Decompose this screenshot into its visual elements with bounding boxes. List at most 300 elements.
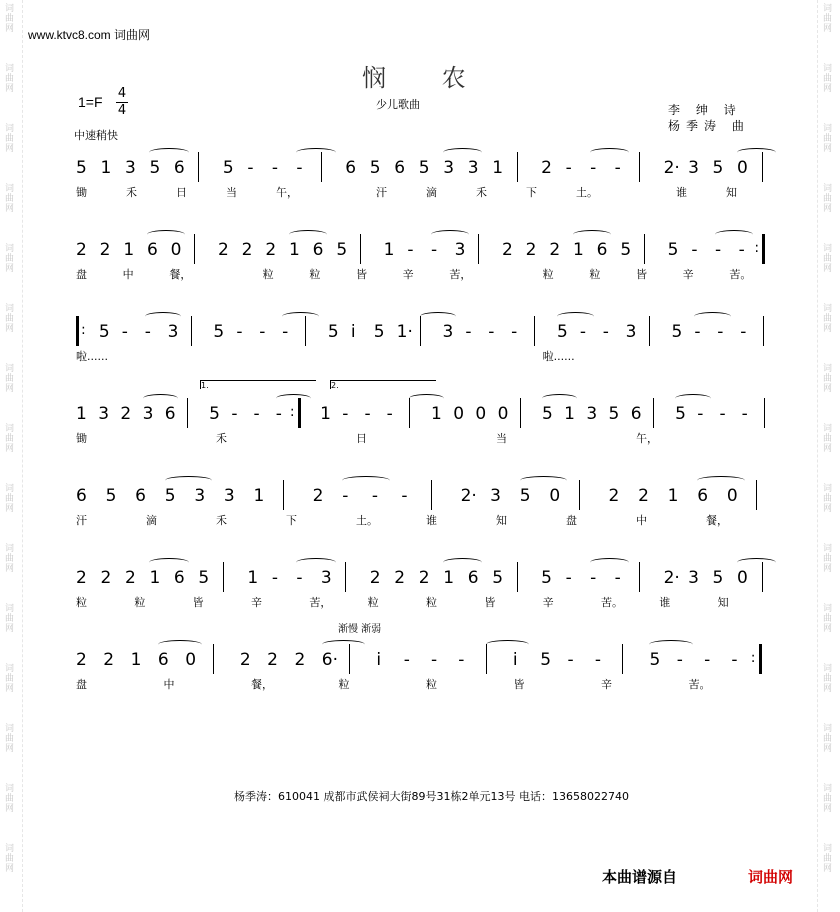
watermark-text: 词 曲 网 (5, 304, 15, 334)
watermark-text: 词 曲 网 (823, 184, 833, 214)
note: 2 (541, 158, 552, 178)
lyric: 粒 (426, 596, 437, 609)
note: 5 (105, 486, 117, 506)
watermark-text: 词 曲 网 (5, 124, 15, 154)
note: 1 (667, 486, 679, 506)
note: - (738, 240, 745, 260)
barline (764, 398, 765, 428)
note: 6 (76, 486, 87, 506)
note: - (144, 322, 151, 342)
lyric: 粒 (262, 268, 274, 281)
note: 5 (541, 568, 552, 588)
lyric: 中 (122, 268, 134, 281)
note: - (465, 322, 472, 342)
note: 3 (625, 322, 637, 342)
source-label: 本曲谱源自 (602, 868, 678, 886)
volta-bracket: 1. (200, 380, 316, 389)
note: - (579, 322, 586, 342)
lyric: 土。 (356, 514, 378, 527)
note: 5 (76, 158, 87, 178)
score-line (60, 568, 790, 628)
note: 1 (123, 240, 135, 260)
note: 2 (608, 486, 620, 506)
note: - (565, 158, 572, 178)
note: 6 (147, 240, 158, 260)
repeat-dots: : (81, 322, 86, 338)
note: 3 (688, 568, 699, 588)
barline (194, 234, 195, 264)
lyric: 粒 (134, 596, 146, 609)
lyric: 下 (286, 514, 297, 527)
repeat-dots: : (750, 650, 756, 666)
note: 2· (663, 158, 680, 178)
lyric: 禾 (476, 186, 487, 199)
volta-bracket: 2. (330, 380, 436, 389)
slur (276, 394, 312, 403)
source-logo[interactable]: 词曲网 (748, 868, 794, 886)
note: - (231, 404, 238, 424)
note: 5 (608, 404, 620, 424)
note: 1 (247, 568, 259, 588)
watermark-text: 词 曲 网 (823, 364, 833, 394)
note: - (403, 650, 410, 670)
note: 2 (369, 568, 381, 588)
barline (478, 234, 479, 264)
subtitle: 少儿歌曲 (376, 98, 420, 111)
slur (715, 230, 753, 239)
note: 0 (170, 240, 182, 260)
note: - (602, 322, 609, 342)
lyric: 锄 (76, 186, 87, 199)
slur (282, 312, 319, 321)
lyric: 粒 (589, 268, 601, 281)
lyric: 辛 (601, 678, 612, 691)
barline (223, 562, 224, 592)
note: 2 (76, 240, 87, 260)
note: 5 (541, 404, 553, 424)
lyric: 苦。 (688, 678, 711, 691)
note: 2 (100, 568, 112, 588)
barline (520, 398, 521, 428)
note: - (431, 240, 438, 260)
note: 6 (157, 650, 169, 670)
note: 5 (556, 322, 568, 342)
note: - (247, 158, 254, 178)
lyric: 辛 (402, 268, 414, 281)
lyric: 知 (726, 186, 737, 199)
watermark-text: 词 曲 网 (5, 784, 15, 814)
credits (668, 102, 750, 134)
note: 5 (336, 240, 348, 260)
key-signature: 1=F (78, 94, 103, 110)
note: 2 (99, 240, 111, 260)
note: - (731, 650, 738, 670)
lyric: 盘 (76, 678, 87, 691)
lyric: 辛 (682, 268, 694, 281)
lyric: 餐， (251, 678, 273, 691)
barline (759, 644, 762, 674)
note: - (458, 650, 465, 670)
watermark-text: 词 曲 网 (823, 304, 833, 334)
note: 1 (289, 240, 300, 260)
note: 5 (149, 158, 161, 178)
lyric: 知 (717, 596, 729, 609)
lyric: 皆 (513, 678, 525, 691)
watermark-text: 词 曲 网 (823, 124, 833, 154)
note: 0 (737, 158, 748, 178)
slur (322, 640, 366, 649)
note: 1 (431, 404, 442, 424)
note: 6 (345, 158, 357, 178)
note: - (567, 650, 574, 670)
lyric: 土。 (576, 186, 598, 199)
barline (191, 316, 192, 346)
lyric: 苦。 (729, 268, 752, 281)
note: 1 (149, 568, 161, 588)
note: 1 (100, 158, 112, 178)
note: 6· (321, 650, 338, 670)
note: 3 (443, 158, 455, 178)
note: 6 (394, 158, 406, 178)
note: 0 (475, 404, 487, 424)
note: - (431, 650, 438, 670)
repeat-dots: : (289, 404, 295, 420)
watermark-text: 词 曲 网 (5, 364, 15, 394)
barline (360, 234, 361, 264)
note: 5 (369, 158, 381, 178)
watermark-text: 词 曲 网 (5, 484, 15, 514)
slur (420, 312, 457, 321)
note: 1 (130, 650, 142, 670)
watermark-text: 词 曲 网 (5, 604, 15, 634)
note: 0 (737, 568, 748, 588)
note: 1 (492, 158, 504, 178)
barline (283, 480, 284, 510)
contact-footer: 杨季涛：610041 成都市武侯祠大街89号31栋2单元13号 电话：13658022740 (234, 790, 629, 803)
barline (345, 562, 346, 592)
lyric: 苦， (309, 596, 332, 609)
slur (443, 148, 482, 157)
note: - (691, 240, 698, 260)
note: 5 (164, 486, 176, 506)
lyric: 汗 (76, 514, 87, 527)
lyric: 粒 (367, 596, 379, 609)
score-line (60, 624, 790, 710)
note: - (676, 650, 683, 670)
slur (486, 640, 530, 649)
note: - (594, 650, 601, 670)
note: 6 (697, 486, 709, 506)
barline (644, 234, 645, 264)
note: 3 (194, 486, 206, 506)
note: - (296, 568, 303, 588)
note: - (296, 158, 303, 178)
note: 2 (418, 568, 430, 588)
note: 2 (294, 650, 306, 670)
slur (573, 230, 611, 239)
note: - (282, 322, 289, 342)
barline (622, 644, 623, 674)
slur (431, 230, 469, 239)
note: - (740, 322, 747, 342)
note: - (697, 404, 704, 424)
note: 1 (320, 404, 331, 424)
barline (534, 316, 535, 346)
note: 5 (198, 568, 210, 588)
barline (762, 234, 765, 264)
slur (557, 312, 594, 321)
lyric: 皆 (192, 596, 204, 609)
barline (763, 316, 764, 346)
note: i (376, 650, 382, 670)
note: - (275, 404, 282, 424)
note: 2 (638, 486, 649, 506)
repeat-dots: : (754, 240, 760, 256)
note: - (590, 158, 597, 178)
note: 1 (253, 486, 265, 506)
barline (517, 562, 518, 592)
slur (694, 312, 731, 321)
note: - (704, 650, 711, 670)
barline (756, 480, 757, 510)
lyric: 粒 (542, 268, 554, 281)
lyric: 下 (526, 186, 537, 199)
slur (289, 230, 327, 239)
note: 3 (167, 322, 179, 342)
note: 0 (185, 650, 197, 670)
note: 1 (443, 568, 455, 588)
score-line (60, 158, 790, 218)
note: - (694, 322, 701, 342)
note: 2 (103, 650, 115, 670)
note: i (350, 322, 356, 342)
site-url[interactable]: www.ktvc8.com 词曲网 (28, 28, 151, 42)
watermark-text: 词 曲 网 (823, 544, 833, 574)
score-line (60, 322, 790, 382)
note: - (401, 486, 408, 506)
note: - (614, 568, 621, 588)
barline (198, 152, 199, 182)
note: 5 (540, 650, 552, 670)
lyric: 粒 (426, 678, 437, 691)
lyric: 苦， (449, 268, 472, 281)
lyric: 午， (636, 432, 658, 445)
note: - (386, 404, 393, 424)
slur (296, 558, 335, 567)
note: 3 (124, 158, 136, 178)
lyric: 禾 (126, 186, 137, 199)
note: 5 (327, 322, 339, 342)
watermark-text: 词 曲 网 (823, 784, 833, 814)
watermark-text: 词 曲 网 (5, 184, 15, 214)
barline (649, 316, 650, 346)
note: - (364, 404, 371, 424)
slur (590, 148, 629, 157)
note: 5 (519, 486, 531, 506)
note: 2 (265, 240, 277, 260)
note: 5 (98, 322, 110, 342)
note: - (407, 240, 414, 260)
note: 1· (396, 322, 413, 342)
dynamic-marking: 渐慢 渐弱 (338, 624, 382, 635)
watermark-text: 词 曲 网 (823, 484, 833, 514)
lyric: 当 (226, 186, 237, 199)
lyric: 锄 (76, 432, 87, 445)
lyric: 日 (356, 432, 367, 445)
lyric: 餐， (706, 514, 728, 527)
note: 2· (663, 568, 680, 588)
note: 5 (712, 568, 724, 588)
note: 2 (267, 650, 278, 670)
lyric: 滴 (146, 514, 157, 527)
note: - (271, 568, 278, 588)
note: 5 (373, 322, 385, 342)
slur (296, 148, 335, 157)
note: 1 (573, 240, 584, 260)
slur (149, 558, 188, 567)
lyric: 谁 (426, 514, 437, 527)
note: 3 (223, 486, 235, 506)
note: - (511, 322, 518, 342)
note: - (715, 240, 722, 260)
lyric: 粒 (309, 268, 321, 281)
lyric: 辛 (542, 596, 554, 609)
lyric: 午， (276, 186, 298, 199)
slur (443, 558, 482, 567)
lyric: 盘 (566, 514, 577, 527)
lyric: 禾 (216, 432, 227, 445)
note: - (371, 486, 378, 506)
note: 2 (525, 240, 537, 260)
note: - (236, 322, 243, 342)
watermark-text: 词 曲 网 (823, 4, 833, 34)
note: - (565, 568, 572, 588)
lyric: 滴 (426, 186, 437, 199)
note: 6 (173, 568, 185, 588)
note: 5 (667, 240, 679, 260)
score-line (60, 240, 790, 300)
barline (213, 644, 214, 674)
note: 2 (76, 568, 87, 588)
note: 5 (209, 404, 220, 424)
score-line (60, 486, 790, 546)
lyric: 知 (496, 514, 507, 527)
slur (145, 312, 182, 321)
note: 3 (454, 240, 466, 260)
watermark-text: 词 曲 网 (823, 604, 833, 634)
slur (737, 148, 776, 157)
watermark-text: 词 曲 网 (5, 4, 15, 34)
slur (649, 640, 693, 649)
watermark-text: 词 曲 网 (823, 424, 833, 454)
lyric: 粒 (338, 678, 350, 691)
note: 6 (173, 158, 185, 178)
note: 3 (467, 158, 479, 178)
lyric: 苦。 (601, 596, 623, 609)
lyric: 辛 (251, 596, 262, 609)
note: - (719, 404, 726, 424)
note: - (259, 322, 266, 342)
note: 5 (222, 158, 234, 178)
note: 0 (497, 404, 509, 424)
lyric: 餐， (169, 268, 192, 281)
note: 0 (726, 486, 738, 506)
watermark-text: 词 曲 网 (5, 64, 15, 94)
slur (737, 558, 776, 567)
note: 2 (241, 240, 253, 260)
note: 2 (239, 650, 251, 670)
watermark-text: 词 曲 网 (5, 424, 15, 454)
note: - (121, 322, 128, 342)
note: 5 (675, 404, 686, 424)
lyric: 谁 (659, 596, 671, 609)
note: 2 (124, 568, 136, 588)
watermark-text: 词 曲 网 (5, 724, 15, 754)
barline (639, 152, 640, 182)
barline (579, 480, 580, 510)
note: 3 (142, 404, 154, 424)
lyric: 盘 (76, 268, 87, 281)
slur (158, 640, 202, 649)
lyricist: 李 绅 诗 (668, 103, 742, 117)
note: 5 (649, 650, 661, 670)
note: - (271, 158, 278, 178)
note: 2 (120, 404, 132, 424)
note: 2 (394, 568, 406, 588)
note: 6 (135, 486, 146, 506)
note: 2 (502, 240, 513, 260)
note: 2· (460, 486, 477, 506)
note: 0 (549, 486, 561, 506)
note: - (614, 158, 621, 178)
note: 1 (76, 404, 87, 424)
note: 5 (418, 158, 430, 178)
note: 1 (564, 404, 575, 424)
note: i (512, 650, 518, 670)
barline (639, 562, 640, 592)
note: 3 (490, 486, 501, 506)
slur (165, 476, 212, 485)
slur (675, 394, 711, 403)
slur (590, 558, 629, 567)
lyric: 中 (636, 514, 647, 527)
note: 6 (596, 240, 608, 260)
watermark-text: 词 曲 网 (823, 244, 833, 274)
slur (143, 394, 179, 403)
lyric: 谁 (676, 186, 687, 199)
lyric: 中 (163, 678, 175, 691)
watermark-text: 词 曲 网 (5, 664, 15, 694)
watermark-text: 词 曲 网 (5, 544, 15, 574)
time-signature-top: 4 (117, 86, 127, 101)
slur (342, 476, 389, 485)
tempo-marking: 中速稍快 (74, 129, 118, 142)
slur (147, 230, 185, 239)
slur (520, 476, 567, 485)
lyric: 日 (176, 186, 187, 199)
watermark-text: 词 曲 网 (5, 844, 15, 874)
note: 5 (712, 158, 724, 178)
slur (149, 148, 188, 157)
note: 3 (98, 404, 110, 424)
lyric: 啦...... (76, 350, 108, 363)
song-title: 悯 农 (362, 64, 490, 92)
note: 3 (586, 404, 598, 424)
note: 6 (630, 404, 642, 424)
note: 3 (688, 158, 699, 178)
note: - (741, 404, 748, 424)
lyric: 禾 (216, 514, 227, 527)
